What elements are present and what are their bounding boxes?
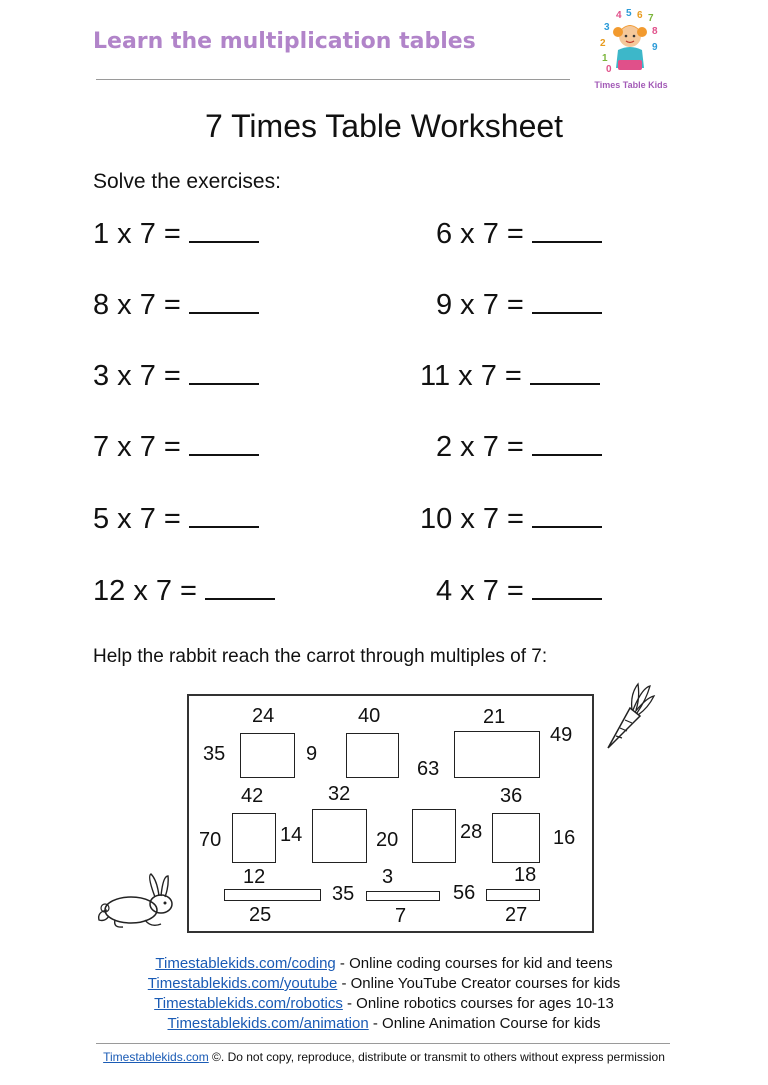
maze-number: 24: [252, 705, 275, 727]
exercise-expression: 1 x 7 =: [93, 218, 181, 250]
maze-number: 7: [395, 905, 407, 927]
maze-number: 36: [500, 785, 523, 807]
exercise-row: [436, 217, 602, 251]
maze-number: 21: [483, 706, 506, 728]
exercise-row: [93, 430, 259, 464]
maze-number: 70: [199, 829, 222, 851]
exercise-expression: 4 x 7 =: [436, 575, 524, 607]
header-title: Learn the multiplication tables: [93, 29, 476, 54]
maze-wall: [232, 813, 276, 863]
maze-number: 56: [453, 882, 476, 904]
exercise-expression: 10 x 7 =: [420, 503, 524, 535]
link-description: - Online Animation Course for kids: [368, 1015, 601, 1032]
robotics-link[interactable]: Timestablekids.com/robotics: [154, 995, 343, 1012]
answer-blank[interactable]: [205, 574, 275, 600]
maze-number: 32: [328, 783, 351, 805]
maze-number: 20: [376, 829, 399, 851]
footer-link-row: [0, 974, 768, 994]
maze-number: 9: [306, 743, 318, 765]
answer-blank[interactable]: [530, 359, 600, 385]
answer-blank[interactable]: [532, 288, 602, 314]
exercise-row: [93, 288, 259, 322]
footer-link-row: [0, 1014, 768, 1034]
exercise-row: [93, 502, 259, 536]
link-description: - Online robotics courses for ages 10-13: [342, 995, 614, 1012]
maze-wall: [486, 889, 540, 901]
maze-wall: [224, 889, 321, 901]
exercise-row: [93, 359, 259, 393]
youtube-link[interactable]: Timestablekids.com/youtube: [147, 975, 338, 992]
answer-blank[interactable]: [189, 502, 259, 528]
exercise-expression: 5 x 7 =: [93, 503, 181, 535]
exercise-expression: 8 x 7 =: [93, 289, 181, 321]
svg-text:0: 0: [606, 64, 612, 75]
exercise-row: [420, 359, 600, 393]
maze-wall: [366, 891, 440, 901]
worksheet-title: 7 Times Table Worksheet: [204, 108, 564, 144]
answer-blank[interactable]: [189, 430, 259, 456]
maze-number: 40: [358, 705, 381, 727]
maze-number: 27: [505, 904, 528, 926]
copyright-link[interactable]: Timestablekids.com: [103, 1050, 209, 1064]
svg-text:3: 3: [604, 22, 610, 33]
maze-number: 35: [332, 883, 355, 905]
maze-number: 14: [280, 824, 303, 846]
svg-text:8: 8: [652, 26, 658, 37]
maze-number: 3: [382, 866, 394, 888]
svg-text:5: 5: [626, 8, 632, 19]
maze-wall: [312, 809, 367, 863]
answer-blank[interactable]: [532, 430, 602, 456]
maze-wall: [454, 731, 540, 778]
exercise-row: [93, 574, 275, 608]
footer-link-row: [0, 954, 768, 974]
exercise-row: [436, 288, 602, 322]
maze-wall: [412, 809, 456, 863]
svg-text:6: 6: [637, 10, 643, 21]
animation-link[interactable]: Timestablekids.com/animation: [167, 1015, 369, 1032]
svg-text:2: 2: [600, 38, 606, 49]
maze-number: 63: [417, 758, 440, 780]
maze-instruction: Help the rabbit reach the carrot through multiples of 7:: [93, 646, 548, 667]
answer-blank[interactable]: [532, 574, 602, 600]
answer-blank[interactable]: [189, 217, 259, 243]
svg-text:9: 9: [652, 42, 658, 53]
maze-number: 42: [241, 785, 264, 807]
maze-number: 18: [514, 864, 537, 886]
maze-frame: [187, 694, 594, 933]
rabbit-icon: [95, 872, 185, 930]
footer-divider: [96, 1043, 670, 1044]
exercise-row: [93, 217, 259, 251]
coding-link[interactable]: Timestablekids.com/coding: [155, 955, 336, 972]
exercise-expression: 6 x 7 =: [436, 218, 524, 250]
svg-text:4: 4: [616, 10, 622, 21]
exercise-row: [420, 502, 602, 536]
answer-blank[interactable]: [189, 288, 259, 314]
header-divider: [96, 79, 570, 80]
copyright-notice: [0, 1050, 768, 1064]
exercises-instruction: Solve the exercises:: [93, 170, 281, 193]
maze-number: 49: [550, 724, 573, 746]
maze-number: 12: [243, 866, 266, 888]
maze-number: 28: [460, 821, 483, 843]
exercise-row: [436, 574, 602, 608]
exercise-expression: 12 x 7 =: [93, 575, 197, 607]
exercise-expression: 9 x 7 =: [436, 289, 524, 321]
maze-number: 35: [203, 743, 226, 765]
svg-text:1: 1: [602, 53, 608, 64]
exercise-row: [436, 430, 602, 464]
exercise-expression: 11 x 7 =: [420, 360, 522, 392]
link-description: - Online coding courses for kid and teens: [335, 955, 613, 972]
link-description: - Online YouTube Creator courses for kids: [337, 975, 621, 992]
svg-text:7: 7: [648, 13, 654, 24]
exercise-expression: 2 x 7 =: [436, 431, 524, 463]
maze-number: 25: [249, 904, 272, 926]
maze-wall: [240, 733, 295, 778]
footer-link-row: [0, 994, 768, 1014]
logo-text: Times Table Kids: [594, 80, 668, 90]
maze-wall: [346, 733, 399, 778]
answer-blank[interactable]: [189, 359, 259, 385]
exercise-expression: 7 x 7 =: [93, 431, 181, 463]
answer-blank[interactable]: [532, 502, 602, 528]
footer-links: [0, 954, 768, 1034]
carrot-icon: [600, 680, 656, 752]
maze-number: 16: [553, 827, 576, 849]
maze-wall: [492, 813, 540, 863]
exercise-expression: 3 x 7 =: [93, 360, 181, 392]
copyright-text: ©. Do not copy, reproduce, distribute or transmit to others without express permission: [208, 1050, 665, 1064]
answer-blank[interactable]: [532, 217, 602, 243]
